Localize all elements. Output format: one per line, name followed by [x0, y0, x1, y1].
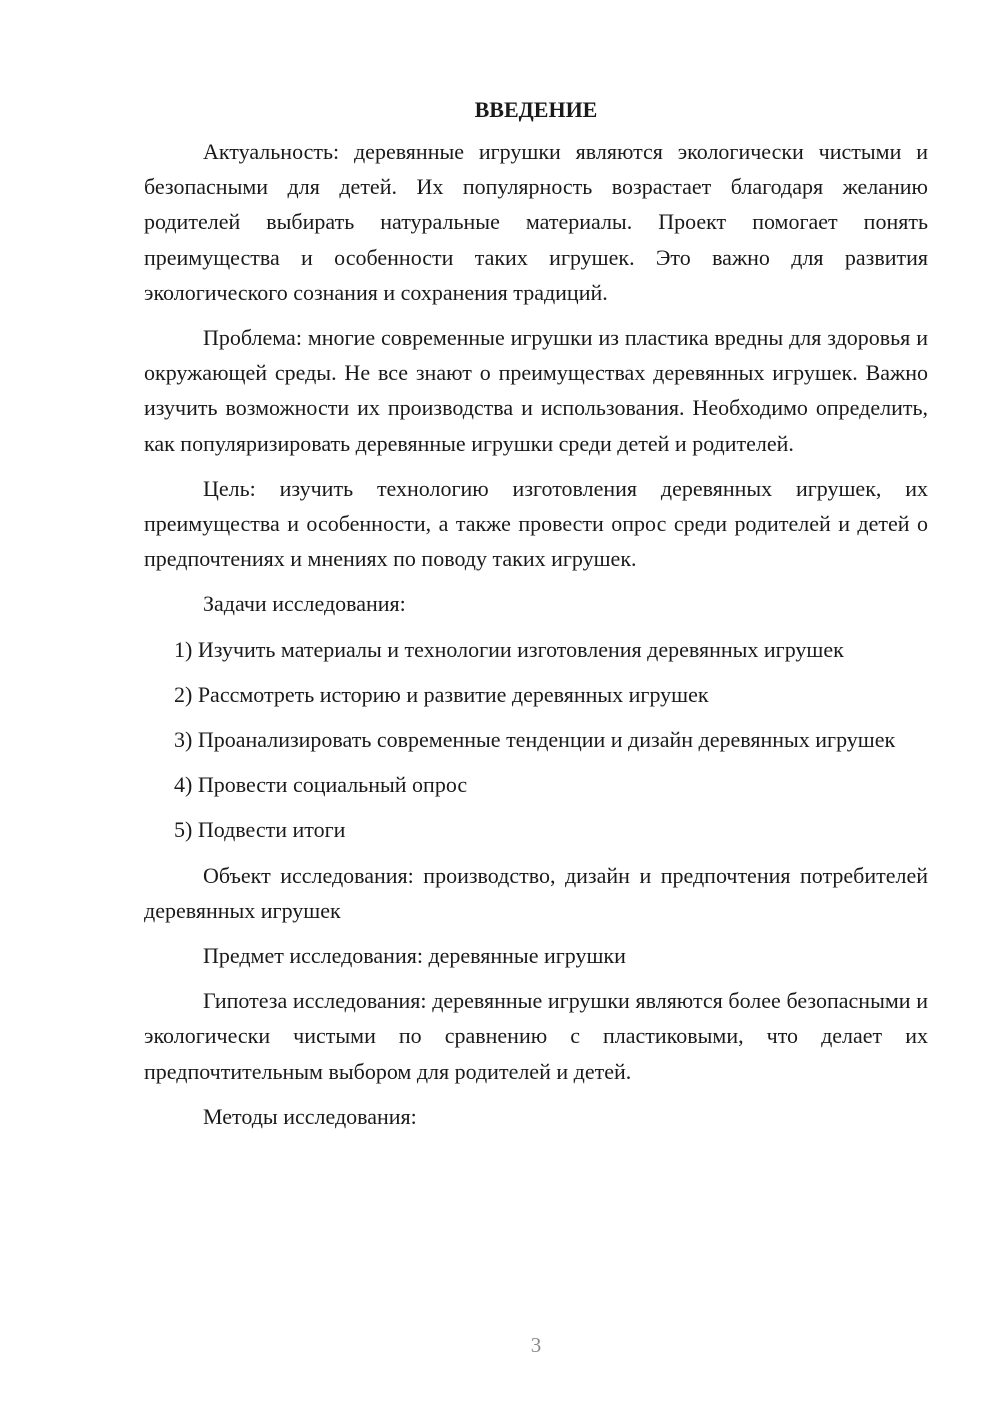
hypothesis-paragraph: Гипотеза исследования: деревянные игрушки являются более безопасными и экологически чистыми по сравнению с пластиковыми, что делает их предпочтительным выбором для родителей и детей.: [144, 988, 928, 1084]
task-item-1: 1) Изучить материалы и технологии изготовления деревянных игрушек: [174, 636, 844, 662]
page-content: [144, 96, 928, 1144]
task-item-5: 5) Подвести итоги: [174, 817, 346, 843]
page-title: ВВЕДЕНИЕ: [474, 97, 598, 122]
goal-paragraph: Цель: изучить технологию изготовления деревянных игрушек, их преимущества и особенности, а также провести опрос среди родителей и детей о предпочтениях и мнениях по поводу таких игрушек.: [144, 475, 928, 572]
page-number: 3: [530, 1333, 542, 1357]
problem-paragraph: Проблема: многие современные игрушки из пластика вредны для здоровья и окружающей среды. Не все знают о преимуществах деревянных игрушек. Важно изучить возможности их производства и использования. Необходимо определить, как популяризировать деревянные игрушки среди детей и родителей.: [144, 325, 928, 456]
subject-paragraph: Предмет исследования: деревянные игрушки: [203, 943, 626, 969]
relevance-paragraph: Актуальность: деревянные игрушки являются экологически чистыми и безопасными для детей. Их популярность возрастает благодаря желанию родителей выбирать натуральные материалы. Проект помогает понять преимущества и особенности таких игрушек. Это важно для развития экологического сознания и сохранения традиций.: [144, 139, 928, 305]
task-item-4: 4) Провести социальный опрос: [174, 772, 468, 798]
object-paragraph: Объект исследования: производство, дизайн и предпочтения потребителей деревянных игрушек: [144, 862, 928, 923]
task-item-3: 3) Проанализировать современные тенденции и дизайн деревянных игрушек: [174, 727, 896, 753]
task-item-2: 2) Рассмотреть историю и развитие деревянных игрушек: [174, 681, 709, 707]
tasks-heading: Задачи исследования:: [203, 591, 406, 617]
methods-heading: Методы исследования:: [203, 1103, 417, 1129]
